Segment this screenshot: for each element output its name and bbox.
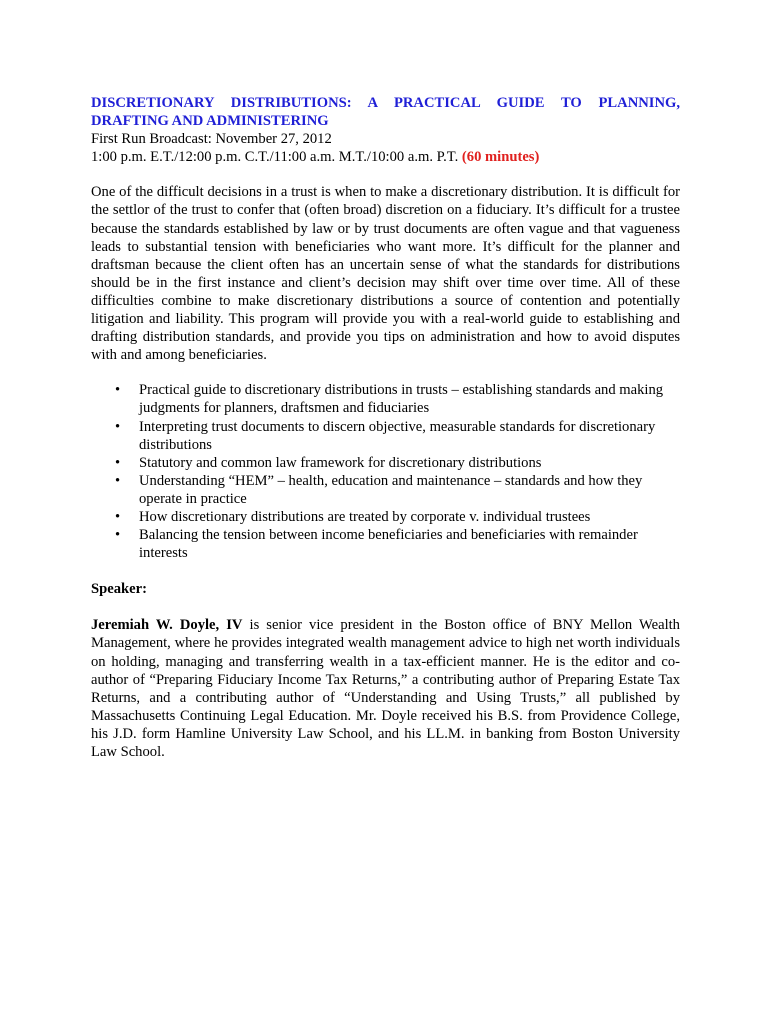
topic-text: Balancing the tension between income beneficiaries and beneficiaries with remainder interests [139,527,638,562]
topic-text: Understanding “HEM” – health, education and maintenance – standards and how they operate in practice [139,472,643,507]
speaker-bio [91,616,680,761]
broadcast-info [91,130,680,166]
topic-list-item [115,526,680,562]
topic-text: Interpreting trust documents to discern objective, measurable standards for discretionary distributions [139,418,656,453]
program-duration: (60 minutes) [461,149,540,166]
bullet-icon: • [115,382,121,399]
broadcast-times-line [91,148,680,166]
topic-list-item [115,381,680,417]
topic-list-item [115,508,680,526]
program-description: One of the difficult decisions in a trust is when to make a discretionary distribution. It is difficult for the settlor of the trust to confer that (often broad) discretion on a fiduciary. It’s difficult for a trustee because the standards established by law or by trust documents are often vague and that vagueness leads to substantial tension with beneficiaries who want more. It’s difficult for the planner and draftsman because the client often has an uncertain sense of what the standards for distributions should be in the first instance and client’s decision may shift over time over time. All of these difficulties combine to make discretionary distributions a source of contention and potentially litigation and liability. This program will provide you with a real-world guide to establishing and drafting distribution standards, and provide you tips on administration and how to avoid disputes with and among beneficiaries. [91,184,680,364]
speaker-heading: Speaker: [91,581,147,598]
document-page [91,94,680,761]
topic-list-item [115,454,680,472]
topic-list [91,381,680,562]
speaker-name: Jeremiah W. Doyle, IV [91,617,243,634]
bullet-icon: • [115,527,121,544]
topic-text: How discretionary distributions are treated by corporate v. individual trustees [139,508,591,525]
bullet-icon: • [115,454,121,471]
topic-text: Statutory and common law framework for discretionary distributions [139,454,542,471]
bullet-icon: • [115,508,121,525]
program-title [91,94,680,130]
first-run-date: First Run Broadcast: November 27, 2012 [91,131,332,148]
speaker-bio-text: is senior vice president in the Boston office of BNY Mellon Wealth Management, where he provides integrated wealth management advice to high net worth individuals on holding, managing and transferring wealth in a tax-efficient manner. He is the editor and co-author of “Preparing Fiduciary Income Tax Returns,” a contributing author of Preparing Estate Tax Returns, and a contributing author of “Understanding and Using Trusts,” all published by Massachusetts Continuing Legal Education. Mr. Doyle received his B.S. from Providence College, his J.D. form Hamline University Law School, and his LL.M. in banking from Boston University Law School. [91,617,680,760]
program-title-line-1: DISCRETIONARY DISTRIBUTIONS: A PRACTICAL GUIDE TO PLANNING, [91,95,680,111]
topic-text: Practical guide to discretionary distributions in trusts – establishing standards and making judgments for planners, draftsmen and fiduciaries [139,382,664,417]
topic-list-item [115,472,680,508]
bullet-icon: • [115,418,121,435]
topic-list-item [115,418,680,454]
program-title-line-2: DRAFTING AND ADMINISTERING [91,113,329,130]
broadcast-times: 1:00 p.m. E.T./12:00 p.m. C.T./11:00 a.m. M.T./10:00 a.m. P.T. [91,149,459,166]
bullet-icon: • [115,472,121,489]
